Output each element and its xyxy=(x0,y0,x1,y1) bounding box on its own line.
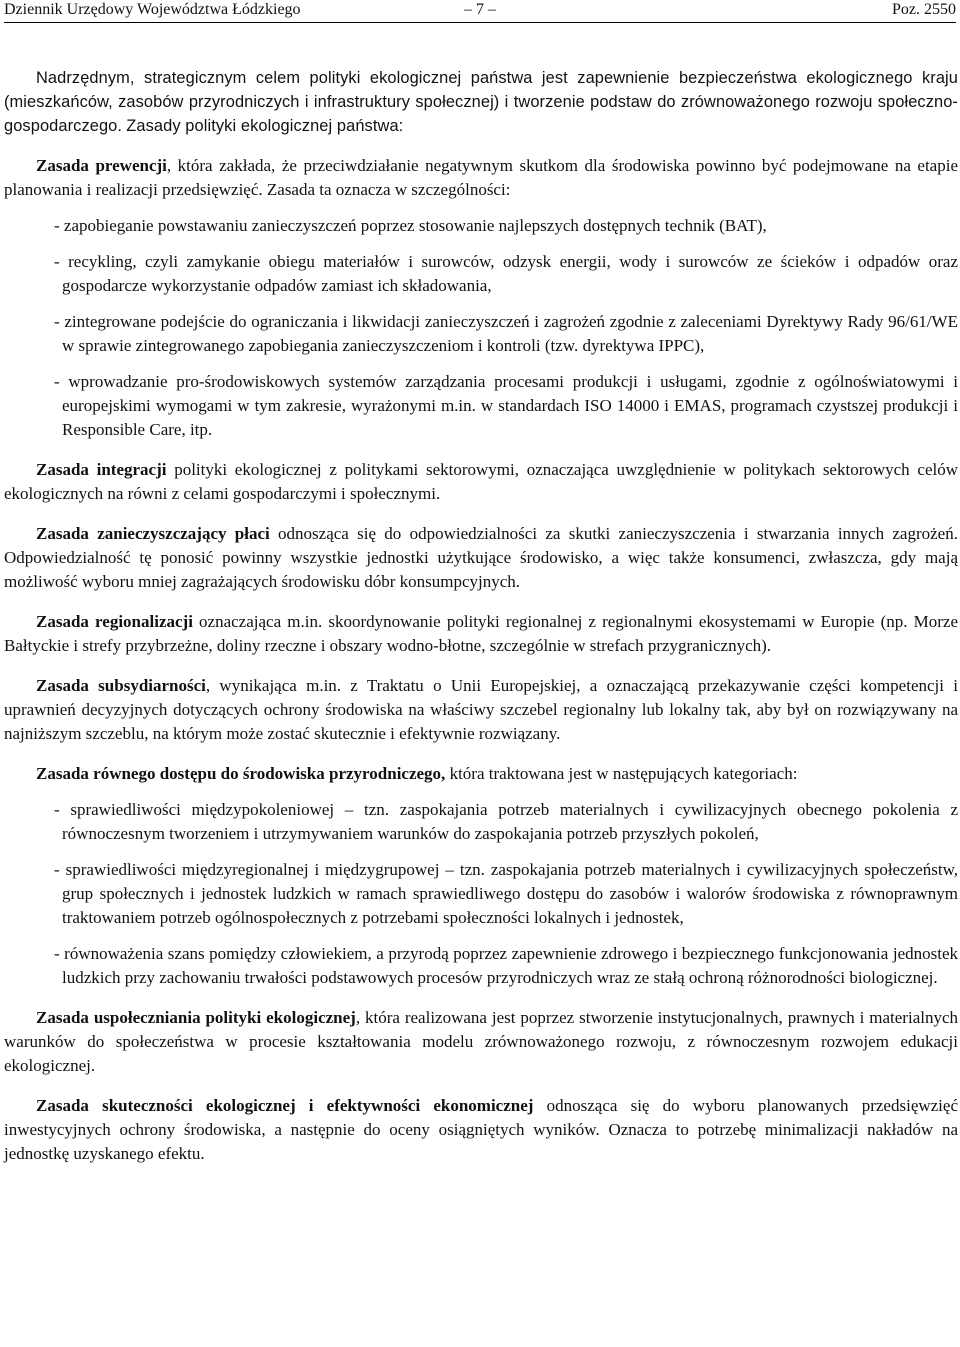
list-item: - równoważenia szans pomiędzy człowiekiem, a przyrodą poprzez zapewnienie zdrowego i bezpiecznego funkcjonowania jednostek ludzkich przy zachowaniu trwałości podstawowych procesów przyrodniczych wraz ze stałą ochroną różnorodności biologicznej. xyxy=(54,944,958,987)
principle-effectiveness-text: odnosząca się do wyboru planowanych przedsięwzięć inwestycyjnych ochrony środowiska, a następnie do oceny osiągniętych wyników. Oznacza to potrzebę minimalizacji nakładów na jednostkę uzyskanego efektu. xyxy=(4,1096,958,1163)
principle-effectiveness xyxy=(4,1094,958,1166)
principle-socialization-text: , która realizowana jest poprzez stworzenie instytucjonalnych, prawnych i materialnych warunków do społeczeństwa w procesie kształtowania modelu zrównoważonego rozwoju, z równoczesnym rozwojem edukacji ekologicznej. xyxy=(4,1008,959,1075)
principle-subsidiarity-text: , wynikająca m.in. z Traktatu o Unii Europejskiej, a oznaczającą przekazywanie części kompetencji i uprawnień decyzyjnych dotyczących ochrony środowiska na właściwy szczebel regionalny lub lokalny tak, aby był on rozwiązywany na najniższym szczeblu, na którym może zostać skutecznie i efektywnie rozwiązany. xyxy=(4,676,958,743)
intro-paragraph xyxy=(4,66,958,138)
principle-socialization-title: Zasada uspołeczniania polityki ekologicznej xyxy=(36,1008,356,1027)
page-header xyxy=(4,0,956,23)
principle-integration-text: polityki ekologicznej z politykami sektorowymi, oznaczająca uwzględnienie w politykach sektorowych celów ekologicznych na równi z celami gospodarczymi i społecznymi. xyxy=(4,460,958,503)
intro-principles-lead: Zasady polityki ekologicznej państwa: xyxy=(126,117,404,135)
list-item: - sprawiedliwości międzyregionalnej i międzygrupowej – tzn. zaspokajania potrzeb materialnych i cywilizacyjnych społeczeństw, grup społecznych i jednostek ludzkich w ramach sprawiedliwego dostępu do zasobów i walorów środowiska z równoprawnym traktowaniem potrzeb ogólnospołecznych z potrzebami społeczności lokalnych i jednostek, xyxy=(54,860,958,927)
journal-title: Dziennik Urzędowy Województwa Łódzkiego xyxy=(4,1,301,18)
list-item: - zintegrowane podejście do ograniczania i likwidacji zanieczyszczeń i zagrożeń zgodnie z zaleceniami Dyrektywy Rady 96/61/WE w sprawie zintegrowanego zapobiegania zanieczyszczeniom i kontroli (tzw. dyrektywa IPPC), xyxy=(54,312,958,355)
principle-regionalization-title: Zasada regionalizacji xyxy=(36,612,193,631)
principle-equal-access-text: która traktowana jest w następujących kategoriach: xyxy=(445,764,798,783)
principle-equal-access-title: Zasada równego dostępu do środowiska przyrodniczego, xyxy=(36,764,446,783)
list-item: - zapobieganie powstawaniu zanieczyszczeń poprzez stosowanie najlepszych dostępnych technik (BAT), xyxy=(54,216,767,235)
principle-socialization xyxy=(4,1006,958,1078)
principle-prevention xyxy=(4,154,958,202)
principle-polluter-pays-title: Zasada zanieczyszczający płaci xyxy=(36,524,270,543)
list-item: - recykling, czyli zamykanie obiegu materiałów i surowców, odzysk energii, wody i surowców ze ścieków i odpadów oraz gospodarcze wykorzystanie odpadów zamiast ich składowania, xyxy=(54,252,958,295)
principle-subsidiarity xyxy=(4,674,958,746)
principle-integration xyxy=(4,458,958,506)
principle-regionalization xyxy=(4,610,958,658)
list-item: - sprawiedliwości międzypokoleniowej – tzn. zaspokajania potrzeb materialnych i cywilizacyjnych obecnego pokolenia z równoczesnym tworzeniem i utrzymywaniem warunków do zaspokajania potrzeb przyszłych pokoleń, xyxy=(54,800,958,843)
principle-prevention-text: , która zakłada, że przeciwdziałanie negatywnym skutkom dla środowiska powinno być podejmowane na etapie planowania i realizacji przedsięwzięć. Zasada ta oznacza w szczególności: xyxy=(4,156,958,199)
page-number: – 7 – xyxy=(464,1,496,18)
position-number: Poz. 2550 xyxy=(892,1,956,18)
principle-equal-access xyxy=(4,762,958,786)
principle-subsidiarity-title: Zasada subsydiarności xyxy=(36,676,206,695)
principle-prevention-title: Zasada prewencji xyxy=(36,156,167,175)
principle-regionalization-text: oznaczająca m.in. skoordynowanie polityki regionalnej z regionalnymi ekosystemami w Europie (np. Morze Bałtyckie i strefy przybrzeżne, doliny rzeczne i obszary wodno-błotne, szczególnie w strefach przygranicznych). xyxy=(4,612,958,655)
document-body xyxy=(4,66,958,1182)
list-item: - wprowadzanie pro-środowiskowych systemów zarządzania procesami produkcji i usługami, zgodnie z ogólnoświatowymi i europejskimi wymogami w tym zakresie, wyrażonymi m.in. w standardach ISO 14000 i EMAS, programach czystszej produkcji i Responsible Care, itp. xyxy=(54,372,958,439)
principle-polluter-pays-text: odnosząca się do odpowiedzialności za skutki zanieczyszczenia i stwarzania innych zagrożeń. Odpowiedzialność tę ponosić powinny wszystkie jednostki użytkujące środowisko, a więc także konsumenci, zwłaszcza, gdy mają możliwość wyboru mniej zagrażających środowisku dóbr konsumpcyjnych. xyxy=(4,524,958,591)
principle-effectiveness-title: Zasada skuteczności ekologicznej i efektywności ekonomicznej xyxy=(36,1096,534,1115)
principle-integration-title: Zasada integracji xyxy=(36,460,167,479)
intro-text-sans: Nadrzędnym, strategicznym celem polityki ekologicznej państwa jest zapewnienie bezpieczeństwa ekologicznego kraju (mieszkańców, zasobów przyrodniczych i infrastruktury społecznej) i tworzenie podstaw do zrównoważonego rozwoju społeczno-gospodarczego. xyxy=(4,69,958,135)
principle-polluter-pays xyxy=(4,522,958,594)
